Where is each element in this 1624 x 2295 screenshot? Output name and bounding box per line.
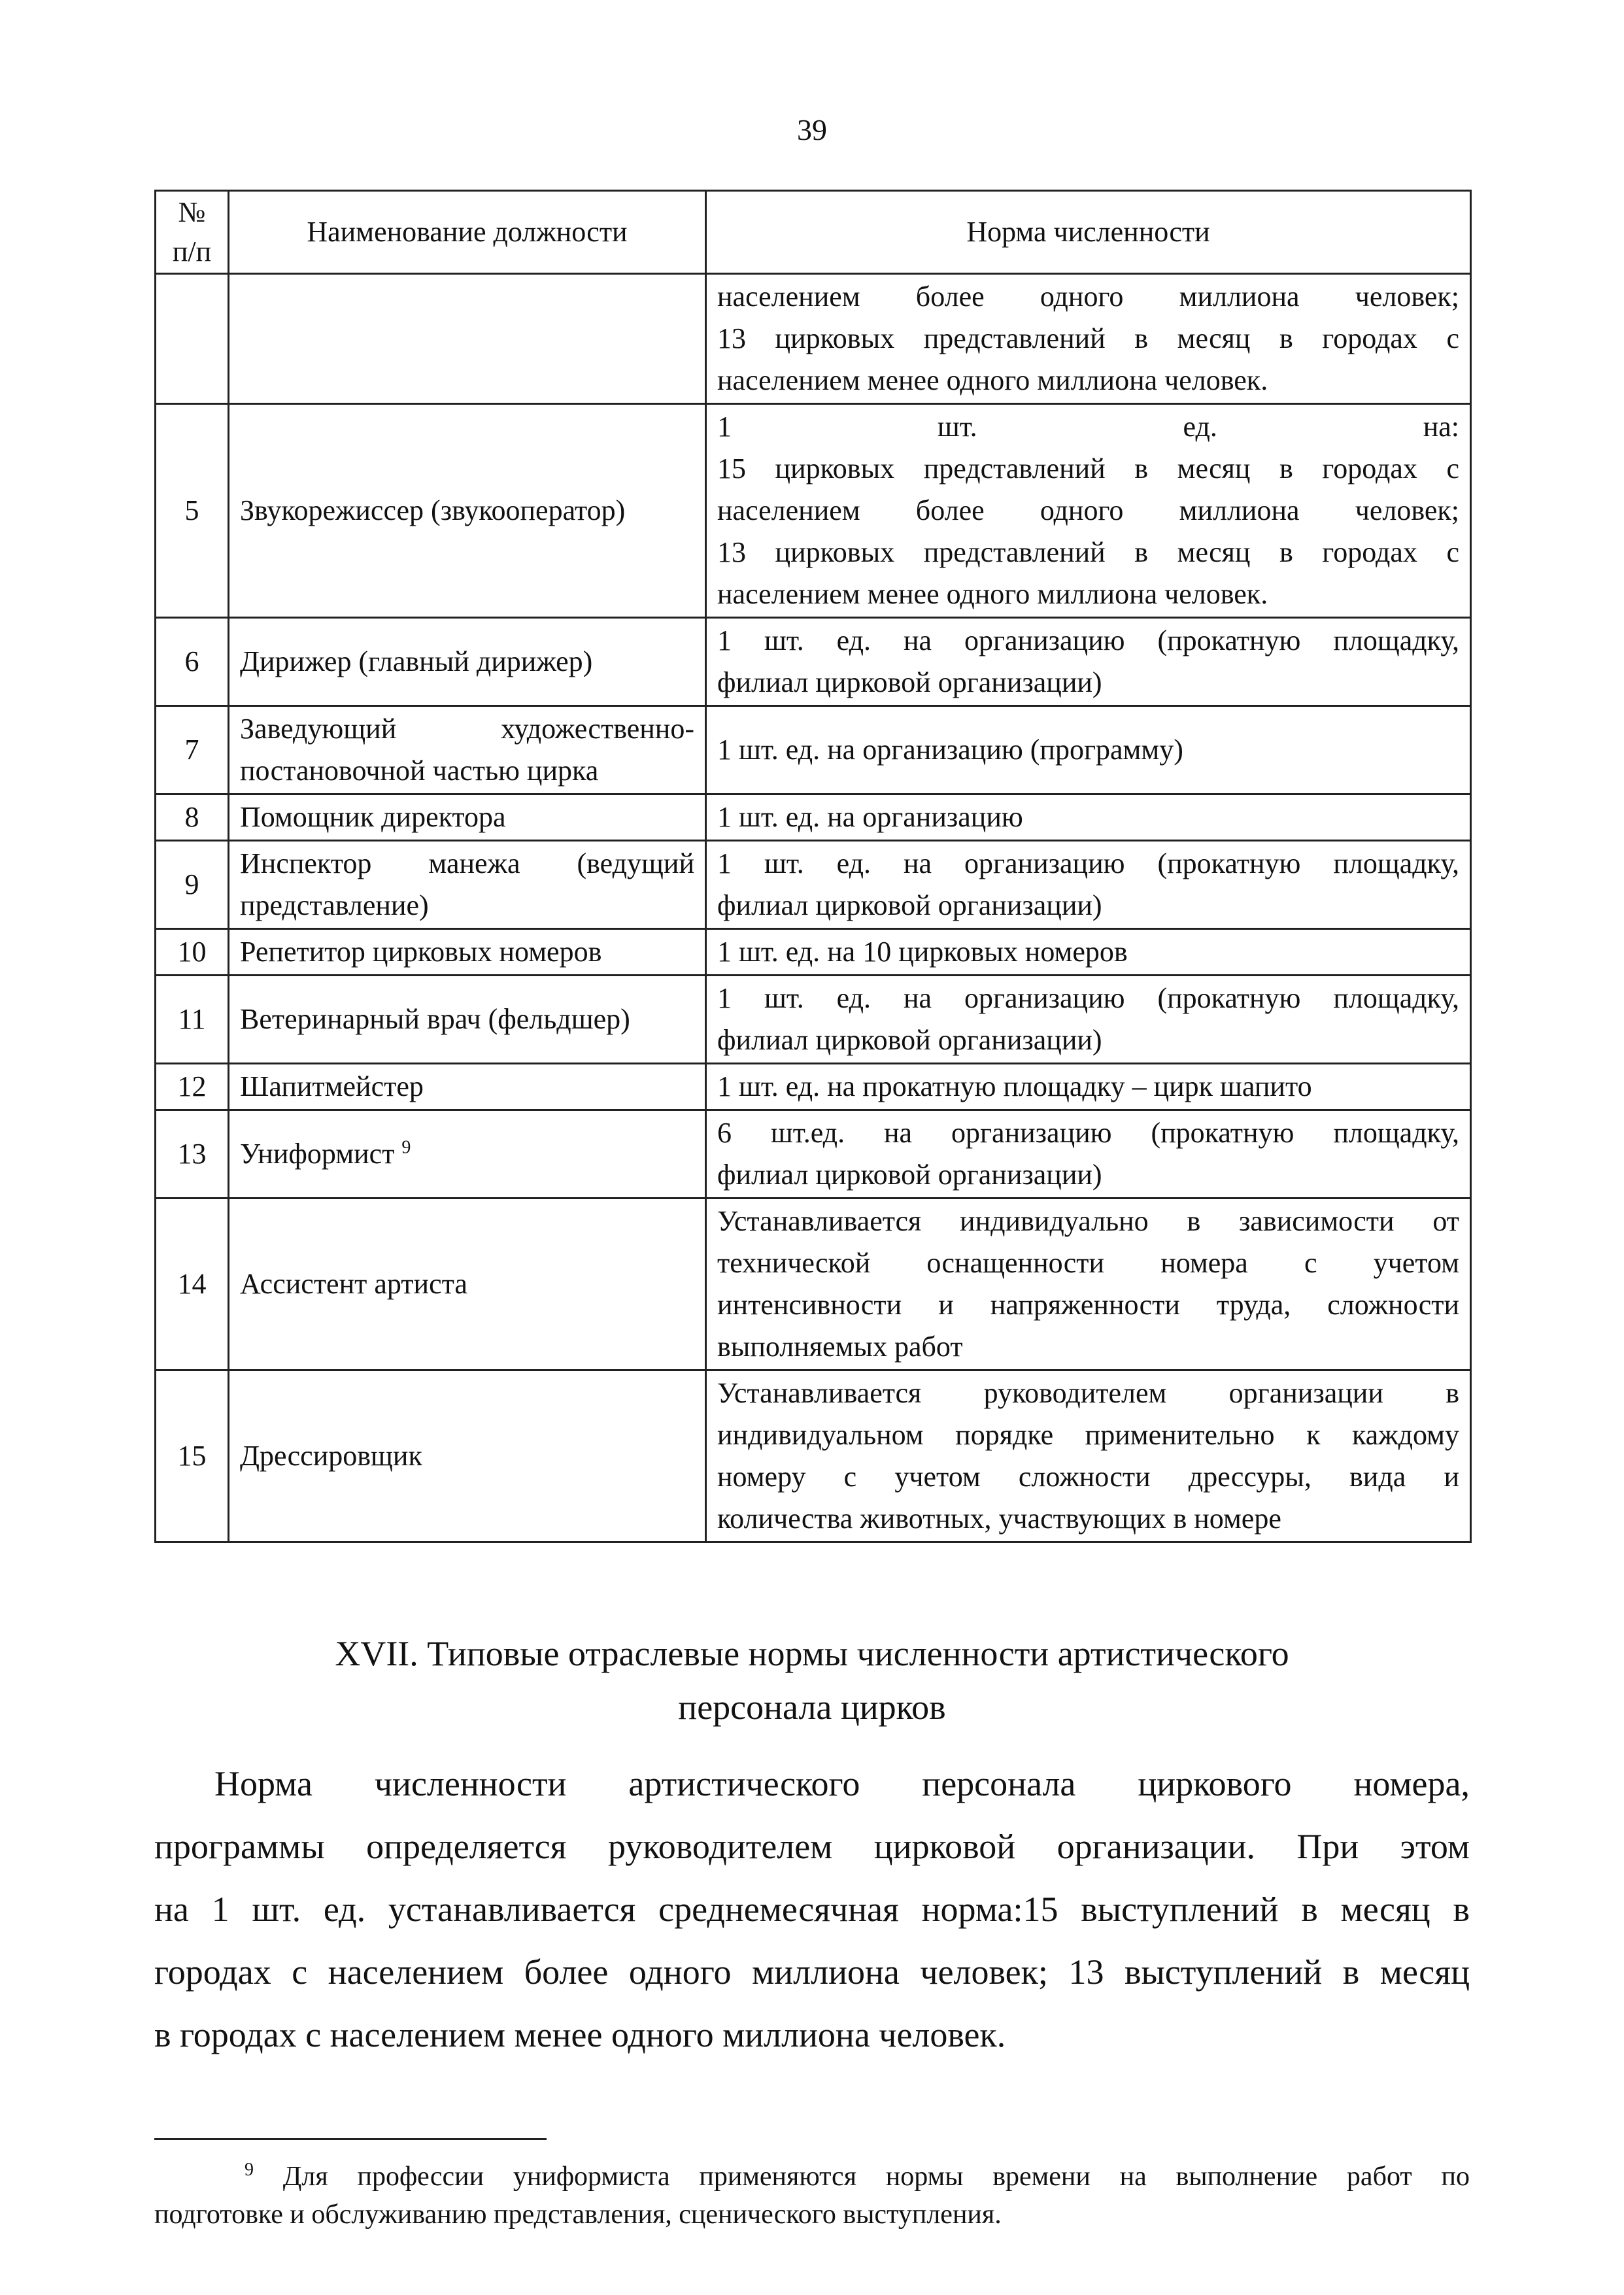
norm-line: филиал цирковой организации) (717, 1159, 1102, 1191)
table-header-row (156, 191, 1471, 274)
table-body (156, 274, 1471, 1542)
table-row (156, 404, 1471, 618)
norm-value (706, 706, 1471, 794)
row-number: 12 (156, 1064, 229, 1110)
position-name (229, 1064, 706, 1110)
position-line: представление) (240, 889, 429, 921)
norm-value (706, 404, 1471, 618)
paragraph-line: в городах с населением менее одного миллиона человек. (154, 2015, 1006, 2054)
row-number: 14 (156, 1198, 229, 1370)
paragraph-line: программы определяется руководителем цирковой организации. При этом (154, 1827, 1470, 1866)
row-number: 11 (156, 976, 229, 1064)
table-row (156, 618, 1471, 706)
staffing-norms-table (154, 190, 1472, 1543)
position-line: Звукорежиссер (звукооператор) (240, 494, 626, 526)
norm-line: 1 шт. ед. на организацию (прокатную площадку, (717, 847, 1459, 879)
norm-line: номеру с учетом сложности дрессуры, вида и (717, 1461, 1459, 1493)
position-line: Шапитмейстер (240, 1070, 424, 1102)
row-number: 5 (156, 404, 229, 618)
section-heading-line: персонала цирков (678, 1688, 946, 1727)
position-line: Дрессировщик (240, 1440, 422, 1472)
position-name (229, 1370, 706, 1542)
position-name (229, 1198, 706, 1370)
footnote-ref: 9 (401, 1137, 411, 1158)
body-paragraph (154, 1752, 1470, 2066)
table-row (156, 794, 1471, 841)
row-number: 9 (156, 841, 229, 929)
norm-value (706, 929, 1471, 976)
norm-line: филиал цирковой организации) (717, 1024, 1102, 1056)
position-line: Ассистент артиста (240, 1268, 467, 1300)
section-heading (154, 1627, 1470, 1734)
row-number: 6 (156, 618, 229, 706)
footnote-divider (154, 2138, 547, 2140)
position-name (229, 706, 706, 794)
footnote (154, 2158, 1470, 2234)
row-number: 8 (156, 794, 229, 841)
norm-line: 1 шт. ед. на 10 цирковых номеров (717, 936, 1128, 968)
footnote-marker: 9 (245, 2160, 254, 2180)
norm-line: населением более одного миллиона человек; (717, 280, 1459, 313)
position-line: Дирижер (главный дирижер) (240, 645, 593, 677)
norm-line: количества животных, участвующих в номере (717, 1503, 1281, 1535)
table-row (156, 1064, 1471, 1110)
position-name (229, 794, 706, 841)
section-heading-line: XVII. Типовые отраслевые нормы численности артистического (335, 1634, 1289, 1673)
table-row (156, 1198, 1471, 1370)
norm-line: 1 шт. ед. на организацию (программу) (717, 734, 1183, 766)
norm-line: 1 шт. ед. на организацию (прокатную площадку, (717, 982, 1459, 1014)
row-number: 10 (156, 929, 229, 976)
position-line: Репетитор цирковых номеров (240, 936, 602, 968)
paragraph-line: на 1 шт. ед. устанавливается среднемесячная норма:15 выступлений в месяц в (154, 1890, 1470, 1929)
footnote-text: Для профессии униформиста применяются нормы времени на выполнение работ по (282, 2162, 1470, 2192)
table-row (156, 841, 1471, 929)
position-line: постановочной частью цирка (240, 755, 599, 787)
norm-line: Устанавливается руководителем организации в (717, 1377, 1459, 1409)
norm-line: филиал цирковой организации) (717, 666, 1102, 698)
norm-line: 15 цирковых представлений в месяц в городах с (717, 452, 1459, 484)
position-name (229, 1110, 706, 1198)
row-number (156, 274, 229, 404)
norm-value (706, 794, 1471, 841)
position-name (229, 274, 706, 404)
norm-value (706, 1198, 1471, 1370)
position-name (229, 976, 706, 1064)
norm-line: технической оснащенности номера с учетом (717, 1247, 1459, 1279)
position-line: Униформист (240, 1138, 395, 1170)
paragraph-line: городах с населением более одного миллиона человек; 13 выступлений в месяц (154, 1952, 1470, 1992)
paragraph-line: Норма численности артистического персонала циркового номера, (214, 1764, 1470, 1803)
norm-value (706, 1064, 1471, 1110)
norm-line: 1 шт. ед. на организацию (прокатную площадку, (717, 624, 1459, 656)
norm-line: выполняемых работ (717, 1331, 963, 1363)
norm-line: населением менее одного миллиона человек. (717, 364, 1268, 396)
table-row (156, 1370, 1471, 1542)
table-row (156, 929, 1471, 976)
header-norm: Норма численности (706, 191, 1471, 274)
footnote-line: подготовке и обслуживанию представления, сценического выступления. (154, 2200, 1002, 2230)
position-line: Заведующий художественно- (240, 713, 694, 745)
position-line: Помощник директора (240, 801, 506, 833)
norm-value (706, 1110, 1471, 1198)
position-name (229, 618, 706, 706)
header-num: № п/п (156, 191, 229, 274)
norm-line: филиал цирковой организации) (717, 889, 1102, 921)
norm-value (706, 618, 1471, 706)
row-number: 7 (156, 706, 229, 794)
position-name (229, 929, 706, 976)
norm-value (706, 841, 1471, 929)
row-number: 13 (156, 1110, 229, 1198)
norm-line: 1 шт. ед. на организацию (717, 801, 1023, 833)
row-number: 15 (156, 1370, 229, 1542)
position-name (229, 841, 706, 929)
table-row (156, 976, 1471, 1064)
norm-line: населением менее одного миллиона человек. (717, 578, 1268, 610)
norm-line: 1 шт. ед. на: (717, 411, 1459, 443)
norm-value (706, 1370, 1471, 1542)
header-position: Наименование должности (229, 191, 706, 274)
norm-line: 1 шт. ед. на прокатную площадку – цирк шапито (717, 1070, 1312, 1102)
position-line: Ветеринарный врач (фельдшер) (240, 1003, 630, 1035)
norm-value (706, 976, 1471, 1064)
page-number: 39 (797, 113, 827, 146)
position-line: Инспектор манежа (ведущий (240, 847, 694, 879)
norm-value (706, 274, 1471, 404)
norm-line: 13 цирковых представлений в месяц в городах с (717, 536, 1459, 568)
position-name (229, 404, 706, 618)
norm-line: населением более одного миллиона человек; (717, 494, 1459, 526)
norm-line: 6 шт.ед. на организацию (прокатную площадку, (717, 1117, 1459, 1149)
norm-line: 13 цирковых представлений в месяц в городах с (717, 322, 1459, 354)
table-row (156, 706, 1471, 794)
footnote-line (154, 2158, 1470, 2196)
norm-line: Устанавливается индивидуально в зависимости от (717, 1205, 1459, 1237)
norm-line: индивидуальном порядке применительно к каждому (717, 1419, 1459, 1451)
table-row (156, 274, 1471, 404)
table-row (156, 1110, 1471, 1198)
norm-line: интенсивности и напряженности труда, сложности (717, 1289, 1459, 1321)
